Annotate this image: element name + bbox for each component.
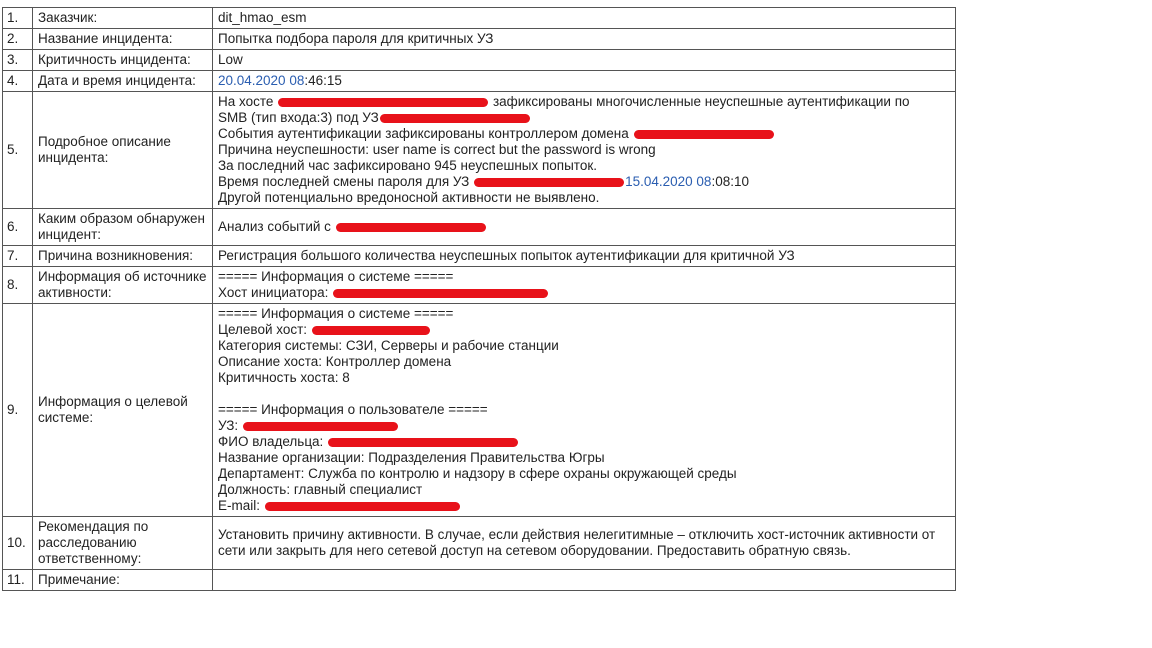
redaction-mark bbox=[328, 438, 518, 447]
table-row bbox=[3, 209, 956, 246]
row-label: Критичность инцидента: bbox=[33, 50, 213, 71]
row-number: 10. bbox=[3, 517, 33, 570]
table-row bbox=[3, 517, 956, 570]
redaction-mark bbox=[243, 422, 398, 431]
table-row bbox=[3, 50, 956, 71]
table-row bbox=[3, 246, 956, 267]
row-label: Информация об источнике активности: bbox=[33, 267, 213, 304]
row-number: 4. bbox=[3, 71, 33, 92]
incident-table bbox=[2, 7, 956, 591]
row-label: Дата и время инцидента: bbox=[33, 71, 213, 92]
row-value bbox=[213, 570, 956, 591]
row-number: 7. bbox=[3, 246, 33, 267]
incident-time: :46:15 bbox=[304, 73, 342, 88]
redaction-mark bbox=[634, 130, 774, 139]
row-label: Примечание: bbox=[33, 570, 213, 591]
redaction-mark bbox=[336, 223, 486, 232]
table-row bbox=[3, 570, 956, 591]
incident-date-link[interactable]: 20.04.2020 08 bbox=[218, 73, 305, 88]
table-row bbox=[3, 71, 956, 92]
row-value: Low bbox=[213, 50, 956, 71]
row-value: Анализ событий с bbox=[213, 209, 956, 246]
row-label: Название инцидента: bbox=[33, 29, 213, 50]
row-value: Попытка подбора пароля для критичных УЗ bbox=[213, 29, 956, 50]
table-row bbox=[3, 304, 956, 517]
row-value: ===== Информация о системе ===== Целевой хост: Категория системы: СЗИ, Серверы и рабочие станции Описание хоста: Контроллер домена Критичность хоста: 8 ===== Информация о пользователе ===== УЗ: ФИО владельца: Название организации: Подразделения Правительства Югры Департамент: Служба по контролю и надзору в сфере охраны окружающей среды Должность: главный специалист E-mail: bbox=[213, 304, 956, 517]
redaction-mark bbox=[474, 178, 624, 187]
row-label: Причина возникновения: bbox=[33, 246, 213, 267]
row-number: 11. bbox=[3, 570, 33, 591]
redaction-mark bbox=[278, 98, 488, 107]
redaction-mark bbox=[312, 326, 430, 335]
row-value: На хосте зафиксированы многочисленные неуспешные аутентификации по SMB (тип входа:3) под УЗ События аутентификации зафиксированы контроллером домена Причина неуспешности: user name is correct but the password is wrong За последний час зафиксировано 945 неуспешных попыток. Время последней смены пароля для УЗ 15.04.2020 08:08:10 Другой потенциально вредоносной активности не выявлено. bbox=[213, 92, 956, 209]
row-label: Рекомендация по расследованию ответственному: bbox=[33, 517, 213, 570]
table-row bbox=[3, 8, 956, 29]
row-value: dit_hmao_esm bbox=[213, 8, 956, 29]
row-label: Каким образом обнаружен инцидент: bbox=[33, 209, 213, 246]
row-number: 6. bbox=[3, 209, 33, 246]
password-change-date-link[interactable]: 15.04.2020 08 bbox=[625, 174, 712, 189]
row-number: 1. bbox=[3, 8, 33, 29]
table-row bbox=[3, 267, 956, 304]
row-number: 2. bbox=[3, 29, 33, 50]
redaction-mark bbox=[265, 502, 460, 511]
row-number: 9. bbox=[3, 304, 33, 517]
row-number: 8. bbox=[3, 267, 33, 304]
row-value: Регистрация большого количества неуспешных попыток аутентификации для критичной УЗ bbox=[213, 246, 956, 267]
row-value bbox=[213, 71, 956, 92]
row-label: Подробное описание инцидента: bbox=[33, 92, 213, 209]
table-row bbox=[3, 29, 956, 50]
redaction-mark bbox=[380, 114, 530, 123]
table-row bbox=[3, 92, 956, 209]
row-value: ===== Информация о системе ===== Хост инициатора: bbox=[213, 267, 956, 304]
row-value: Установить причину активности. В случае, если действия нелегитимные – отключить хост-источник активности от сети или закрыть для него сетевой доступ на сетевом оборудовании. Предоставить обратную связь. bbox=[213, 517, 956, 570]
row-number: 3. bbox=[3, 50, 33, 71]
row-label: Информация о целевой системе: bbox=[33, 304, 213, 517]
redaction-mark bbox=[333, 289, 548, 298]
row-label: Заказчик: bbox=[33, 8, 213, 29]
row-number: 5. bbox=[3, 92, 33, 209]
